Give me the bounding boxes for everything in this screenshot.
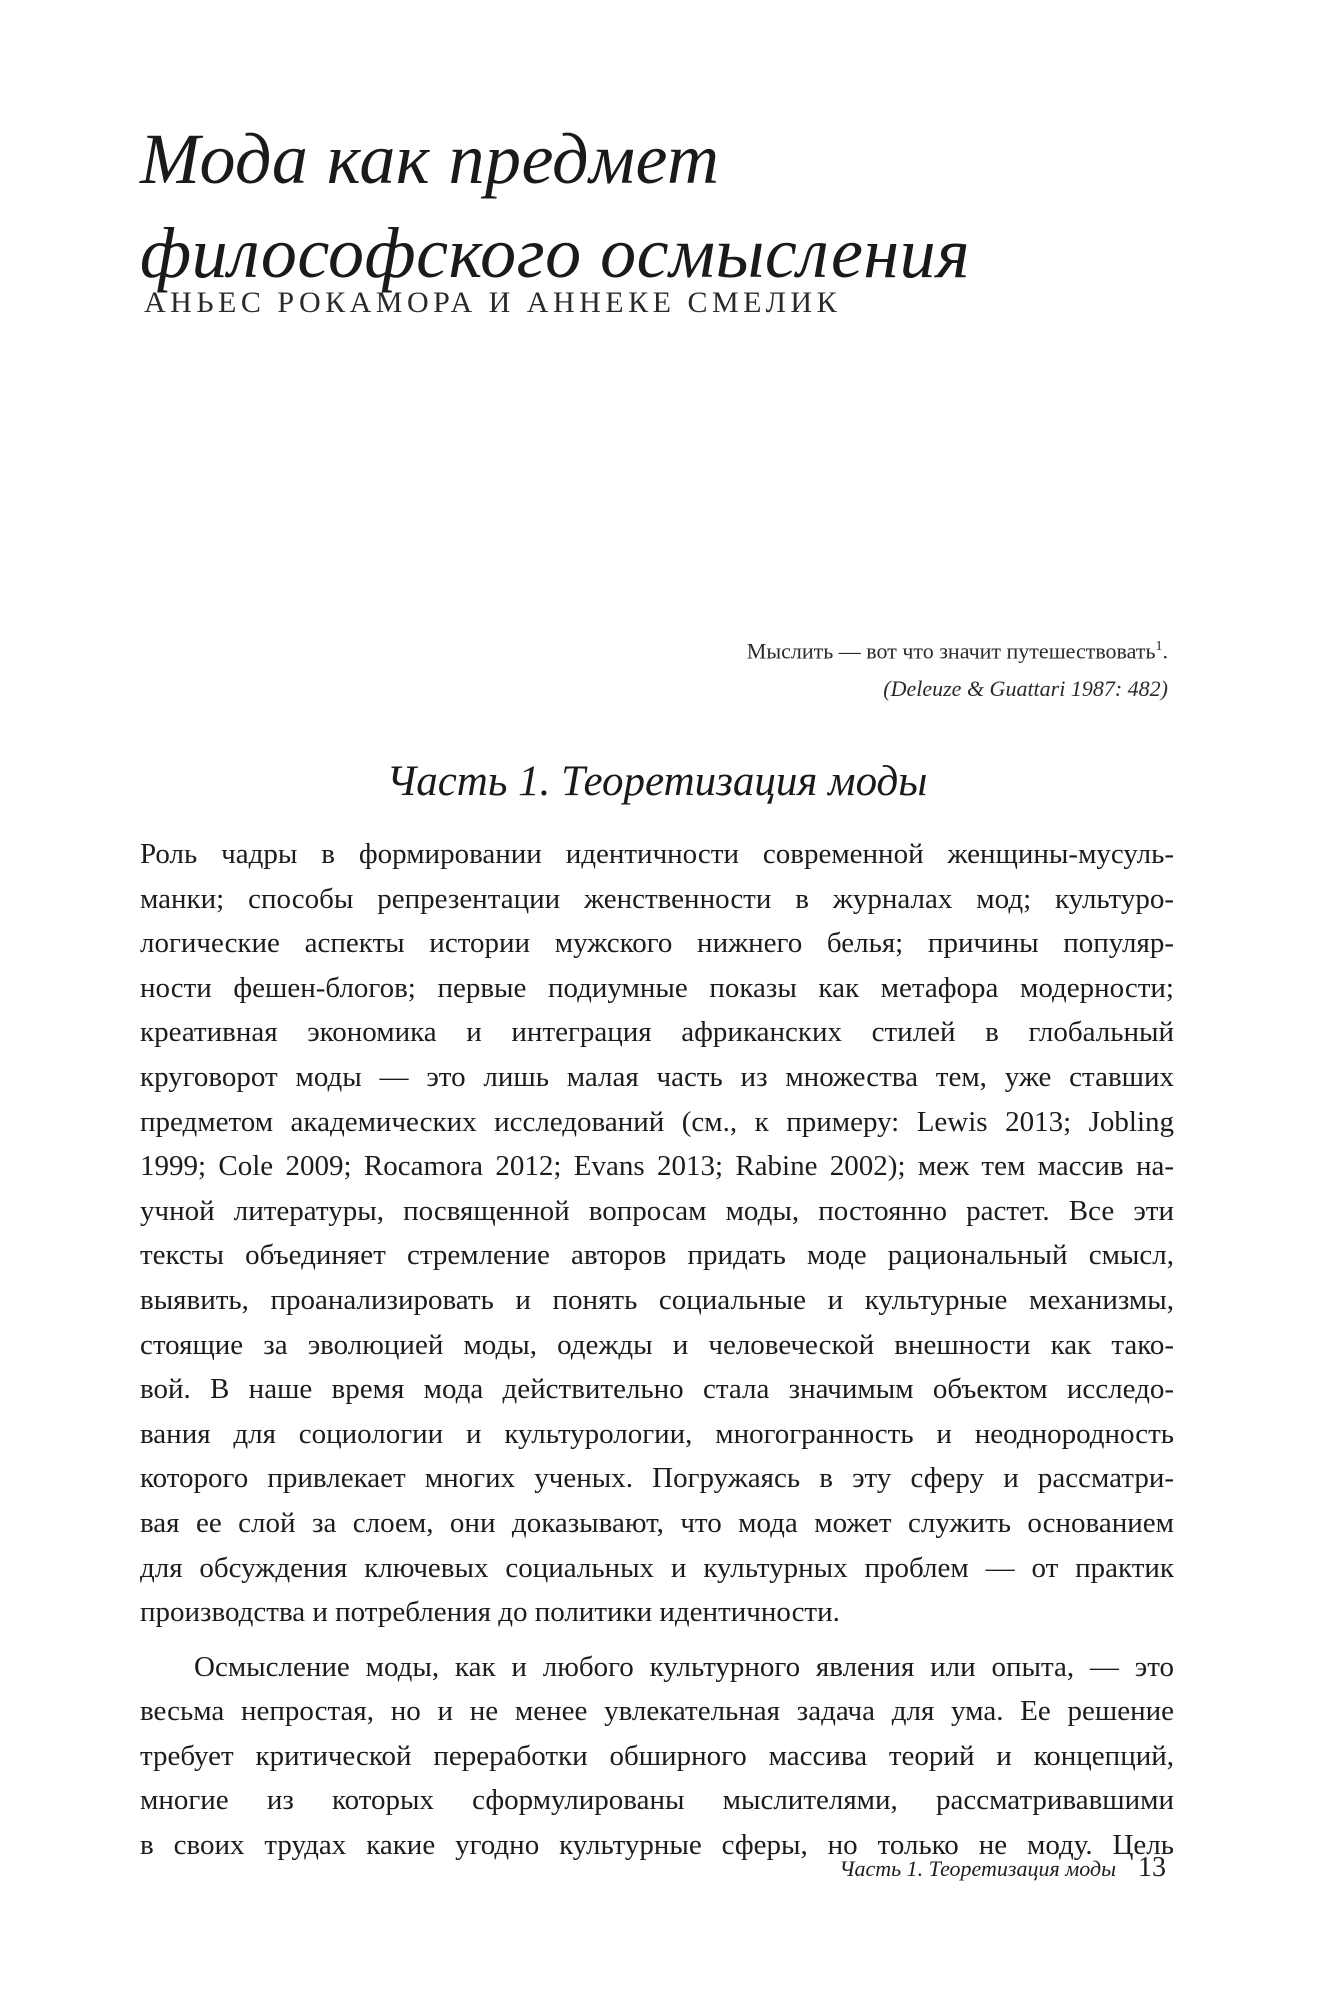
text-line: требует критической переработки обширного массива теорий и концепций, <box>140 1739 1174 1772</box>
text-line: вой. В наше время мода действительно стала значимым объектом исследо- <box>140 1373 1174 1406</box>
text-line: креативная экономика и интеграция африканских стилей в глобальный <box>140 1016 1174 1049</box>
epigraph-quote: Мыслить — вот что значит путешествовать <box>746 638 1156 664</box>
text-line: Роль чадры в формировании идентичности современной женщины-мусуль- <box>140 838 1174 870</box>
epigraph <box>747 628 1168 708</box>
paragraph-gap <box>140 1635 1174 1645</box>
text-line: манки; способы репрезентации женственности в журналах мод; культуро- <box>140 882 1174 915</box>
section-heading: Часть 1. Теоретизация моды <box>386 758 928 805</box>
text-line: Осмысление моды, как и любого культурного явления или опыта, — это <box>194 1650 1174 1683</box>
text-line: в своих трудах какие угодно культурные сферы, но только не моду. Цель <box>140 1829 1174 1862</box>
paragraph-2 <box>140 1645 1174 1868</box>
text-line: логические аспекты истории мужского нижнего белья; причины популяр- <box>140 927 1174 960</box>
chapter-title-line-1: Мода как предмет <box>140 119 720 199</box>
text-line: многие из которых сформулированы мыслителями, рассматривавшими <box>140 1784 1174 1817</box>
text-line: производства и потребления до политики идентичности. <box>140 1596 840 1629</box>
text-line: круговорот моды — это лишь малая часть из множества тем, уже ставших <box>140 1060 1174 1093</box>
text-line: тексты объединяет стремление авторов придать моде рациональный смысл, <box>140 1239 1174 1272</box>
body-text <box>140 832 1174 1868</box>
chapter-title <box>140 112 970 300</box>
text-line: вая ее слой за слоем, они доказывают, что мода может служить основанием <box>140 1506 1174 1539</box>
text-line: выявить, проанализировать и понять социальные и культурные механизмы, <box>140 1283 1174 1316</box>
text-line: вания для социологии и культурологии, многогранность и неоднородность <box>140 1417 1174 1450</box>
text-line: которого привлекает многих ученых. Погружаясь в эту сферу и рассматри- <box>140 1462 1174 1495</box>
running-head: Часть 1. Теоретизация моды <box>839 1856 1116 1881</box>
text-line: 1999; Cole 2009; Rocamora 2012; Evans 2013; Rabine 2002); меж тем массив на- <box>140 1150 1174 1183</box>
epigraph-quote-line <box>747 628 1168 670</box>
text-line: для обсуждения ключевых социальных и культурных проблем — от практик <box>140 1551 1174 1584</box>
text-line: стоящие за эволюцией моды, одежды и человеческой внешности как тако- <box>140 1328 1174 1361</box>
text-line: ности фешен-блогов; первые подиумные показы как метафора модерности; <box>140 971 1174 1004</box>
text-line: весьма непростая, но и не менее увлекательная задача для ума. Ее решение <box>140 1695 1174 1728</box>
paragraph-1 <box>140 832 1174 1635</box>
epigraph-citation: (Deleuze & Guattari 1987: 482) <box>883 676 1168 702</box>
page-footer <box>839 1852 1166 1884</box>
chapter-authors: АНЬЕС РОКАМОРА И АННЕКЕ СМЕЛИК <box>144 286 842 319</box>
footnote-mark: 1 <box>1155 639 1163 654</box>
epigraph-quote-end: . <box>1162 638 1168 664</box>
page-number: 13 <box>1138 1852 1166 1883</box>
text-line: учной литературы, посвященной вопросам моды, постоянно растет. Все эти <box>140 1194 1174 1227</box>
text-line: предметом академических исследований (см., к примеру: Lewis 2013; Jobling <box>140 1105 1174 1138</box>
chapter-title-line-2: философского осмысления <box>140 213 971 293</box>
